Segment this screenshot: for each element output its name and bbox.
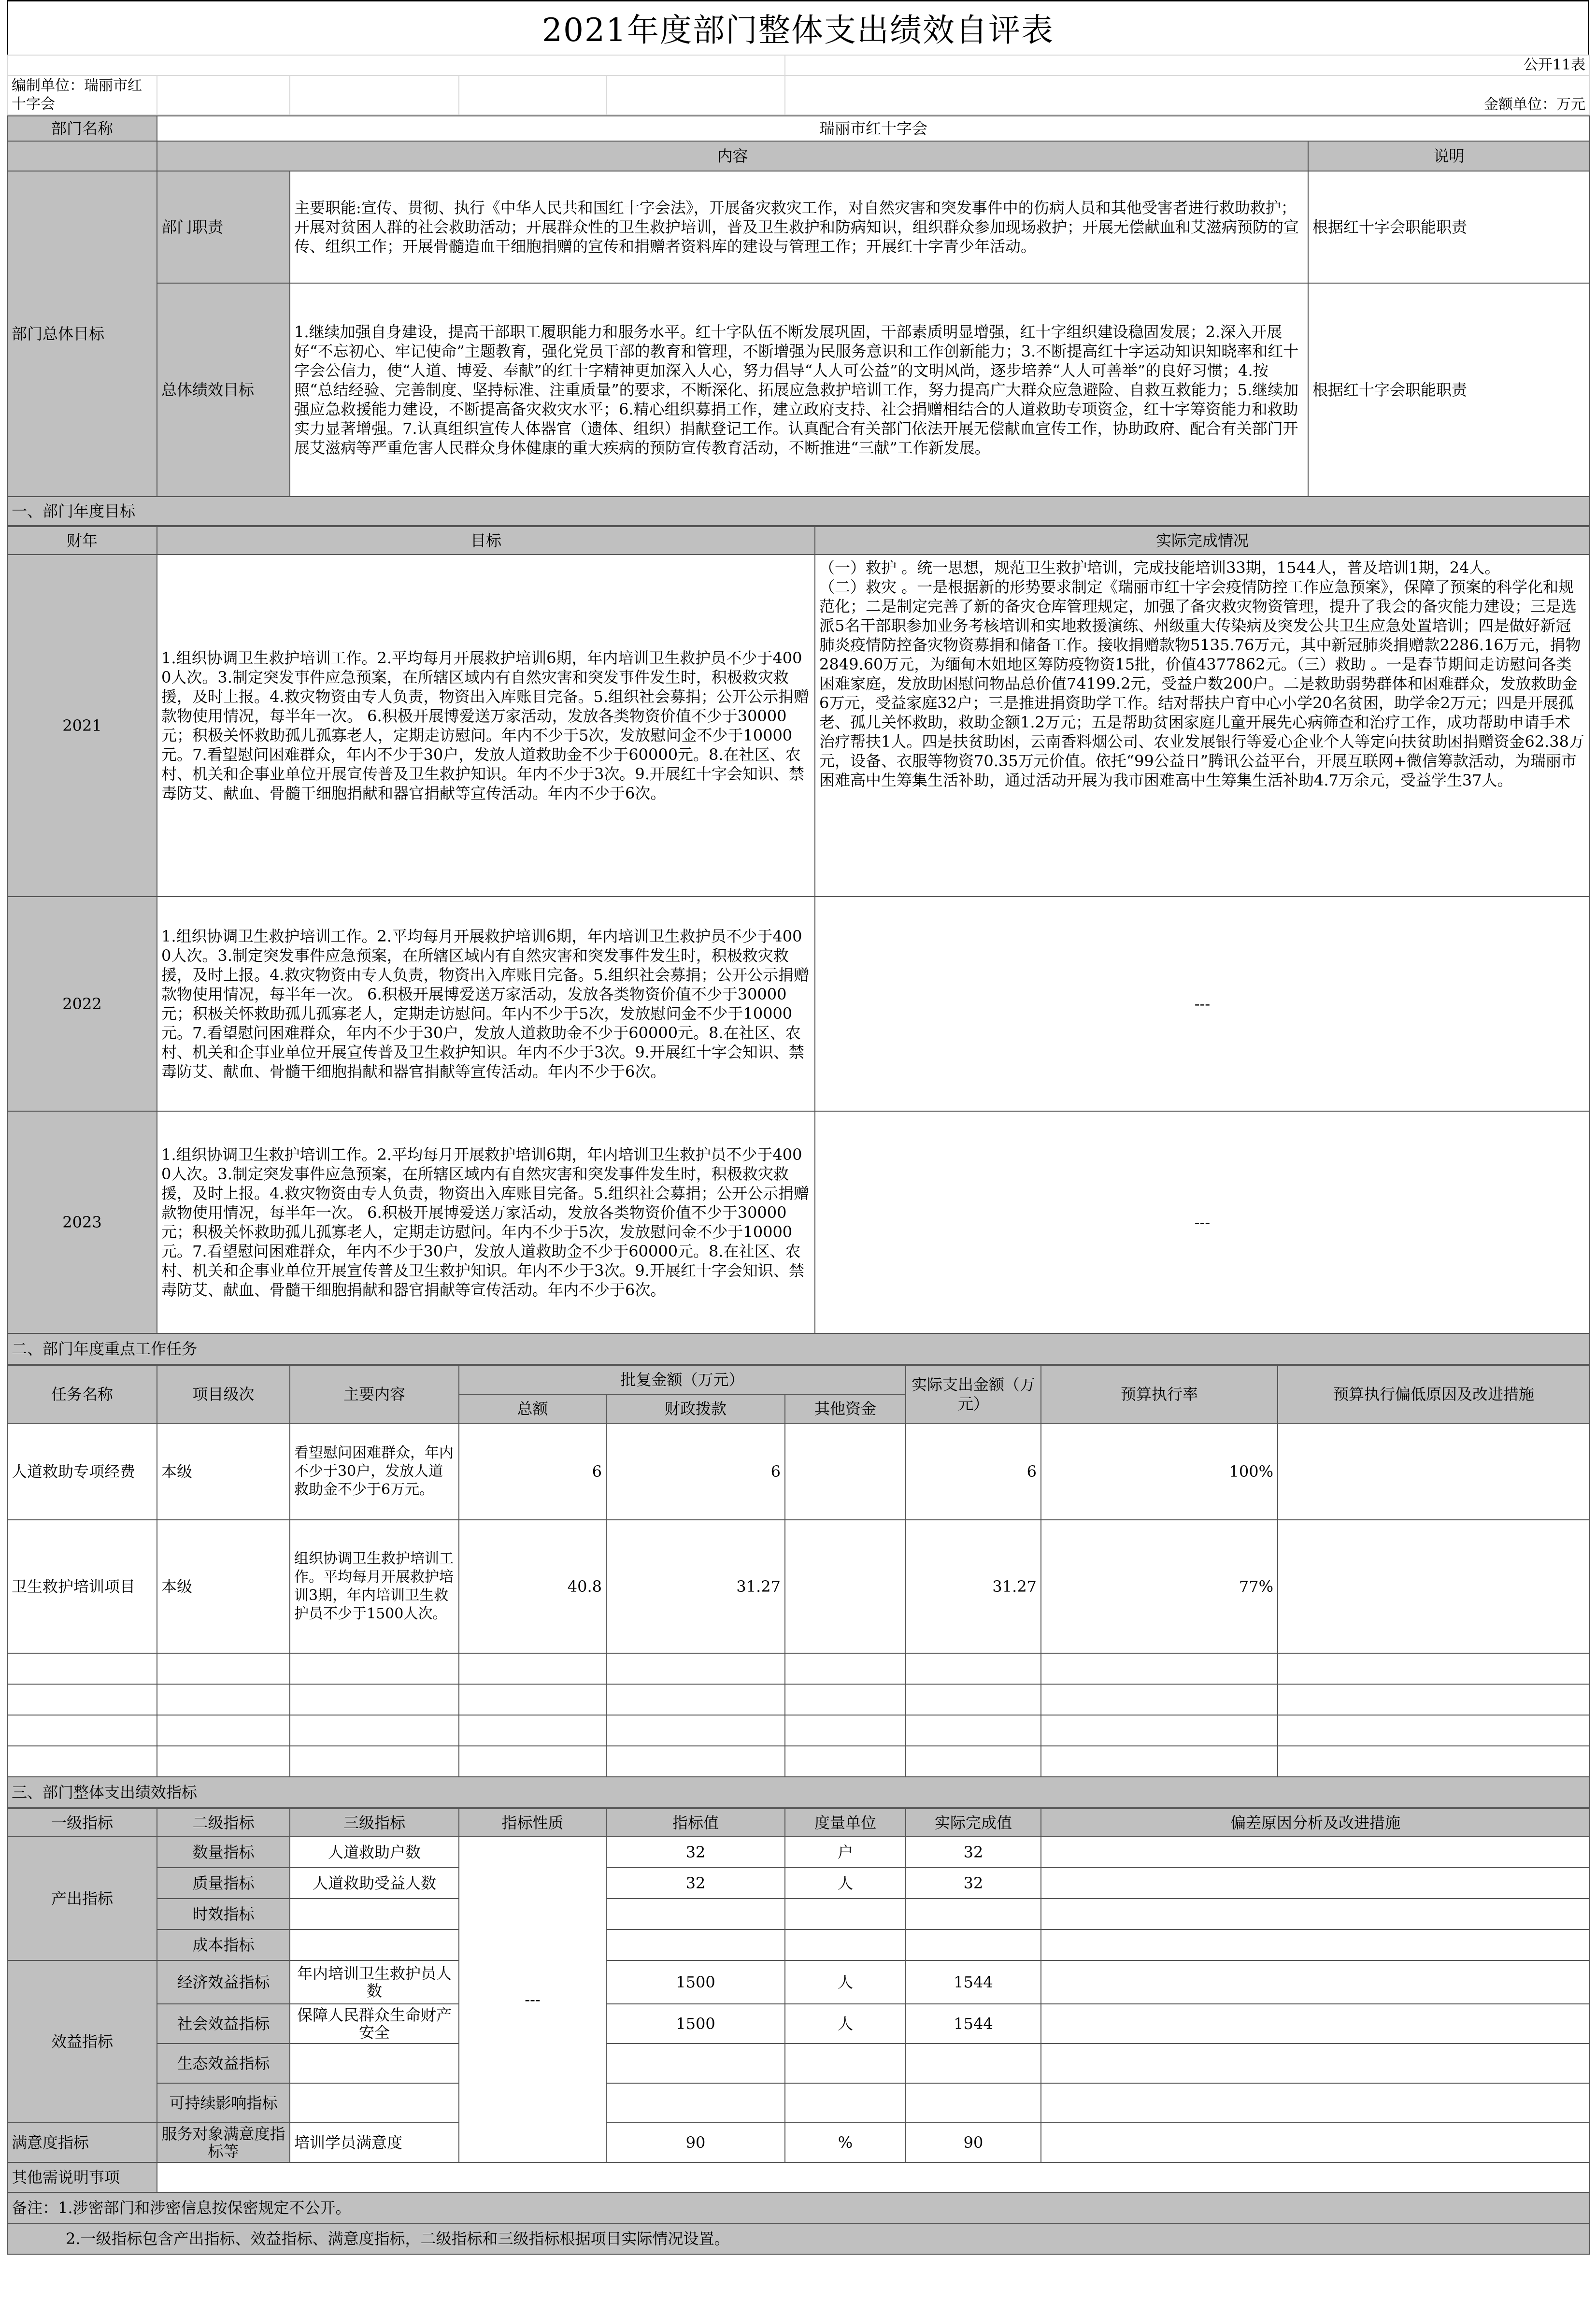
dept-name-value: 瑞丽市红十字会 (157, 116, 1590, 141)
task-fiscal: 31.27 (606, 1520, 785, 1653)
table-row (7, 2083, 1590, 2123)
task-name: 卫生救护培训项目 (7, 1520, 157, 1653)
table-row (7, 1520, 1590, 1653)
task-rate: 77% (1041, 1520, 1278, 1653)
value: 1500 (606, 2004, 785, 2044)
l3: 培训学员满意度 (290, 2123, 459, 2162)
nature-value: --- (459, 1837, 606, 2162)
col-deviation: 偏差原因分析及改进措施 (1041, 1809, 1590, 1837)
actual: 32 (906, 1868, 1041, 1899)
table-row (7, 1837, 1590, 1868)
l2: 可持续影响指标 (157, 2083, 290, 2123)
col-unit: 度量单位 (785, 1809, 906, 1837)
value: 90 (606, 2123, 785, 2162)
task-reason (1278, 1423, 1590, 1520)
duty-text: 主要职能:宣传、贯彻、执行《中华人民共和国红十字会法》，开展备灾救灾工作，对自然灾害和突发事件中的伤病人员和其他受害者进行救助救护；开展对贫困人群的社会救助活动；开展群众性的卫生救护培训，普及卫生救护和防病知识，组织群众参加现场救护；开展无偿献血和艾滋病预防的宣传、组织工作；开展骨髓造血干细胞捐赠的宣传和捐赠者资料库的建设与管理工作；开展红十字青少年活动。 (290, 171, 1308, 283)
col-nature: 指标性质 (459, 1809, 606, 1837)
col-content: 主要内容 (290, 1365, 459, 1423)
col-other: 其他资金 (785, 1394, 906, 1423)
actual-2022: --- (815, 897, 1590, 1111)
year-2023: 2023 (7, 1111, 157, 1333)
goal-2021: 1.组织协调卫生救护培训工作。2.平均每月开展救护培训6期，年内培训卫生救护员不少于4000人次。3.制定突发事件应急预案，在所辖区域内有自然灾害和突发事件发生时，积极救灾救援，及时上报。4.救灾物资由专人负责，物资出入库账目完备。5.组织社会募捐；公开公示捐赠款物使用情况，每半年一次。 6.积极开展博爱送万家活动，发放各类物资价值不少于30000元；积极关怀救助孤儿孤寡老人，定期走访慰问。年内不少于5次，发放慰问金不少于10000元。7.看望慰问困难群众，年内不少于30户，发放人道救助金不少于60000元。8.在社区、农村、机关和企事业单位开展宣传普及卫生救护知识。年内不少于3次。9.开展红十字会知识、禁毒防艾、献血、骨髓干细胞捐献和器官捐献等宣传活动。年内不少于6次。 (157, 555, 815, 897)
task-level: 本级 (157, 1423, 290, 1520)
l2: 数量指标 (157, 1837, 290, 1868)
l1-satisfaction: 满意度指标 (7, 2123, 157, 2162)
goal-text: 1.继续加强自身建设，提高干部职工履职能力和服务水平。红十字队伍不断发展巩固，干部素质明显增强，红十字组织建设稳固发展；2.深入开展好“不忘初心、牢记使命”主题教育，强化党员干部的教育和管理，不断增强为民服务意识和工作创新能力；3.不断提高红十字运动知识知晓率和红十字会公信力，使“人道、博爱、奉献”的红十字精神更加深入人心，努力倡导“人人可公益”的文明风尚，逐步培养“人人可善举”的良好习惯；4.按照“总结经验、完善制度、坚持标准、注重质量”的要求，不断深化、拓展应急救护培训工作，努力提高广大群众应急避险、自救互救能力；5.继续加强应急救援能力建设，不断提高备灾救灾水平；6.精心组织募捐工作，建立政府支持、社会捐赠相结合的人道救助专项资金，红十字筹资能力和救助实力显著增强。7.认真组织宣传人体器官（遗体、组织）捐献登记工作。认真配合有关部门依法开展无偿献血宣传工作，协助政府、配合有关部门开展艾滋病等严重危害人民群众身体健康的重大疾病的预防宣传教育活动，不断推进“三献”工作新发展。 (290, 283, 1308, 497)
value: 32 (606, 1837, 785, 1868)
l2: 时效指标 (157, 1899, 290, 1930)
empty-row (7, 1715, 1590, 1746)
duty-label: 部门职责 (157, 171, 290, 283)
task-content: 看望慰问困难群众，年内不少于30户，发放人道救助金不少于6万元。 (290, 1423, 459, 1520)
col-l3: 三级指标 (290, 1809, 459, 1837)
l2: 生态效益指标 (157, 2044, 290, 2083)
actual-2021: （一）救护 。统一思想，规范卫生救护培训，完成技能培训33期，1544人，普及培训1期，24人。 （二）救灾 。一是根据新的形势要求制定《瑞丽市红十字会疫情防控工作应急预案》，保障了预案的科学化和规范化；二是制定完善了新的备灾仓库管理规定，加强了备灾救灾物资管理，提升了我会的备灾能力建设；三是选派5名干部职参加业务考核培训和实地救援演练、州级重大传染病及突发公共卫生应急处置培训；四是做好新冠肺炎疫情防控备灾物资募捐和储备工作。接收捐赠款物5135.76万元，其中新冠肺炎捐赠款2286.16万元，捐物2849.60万元，为缅甸木姐地区筹防疫物资15批，价值4377862元。（三）救助 。一是春节期间走访慰问各类困难家庭，发放助困慰问物品总价值74199.2元，受益户数200户。二是救助弱势群体和困难群众，发放救助金6万元，受益家庭32户；三是推进捐资助学工作。结对帮扶户育中心小学20名贫困，助学金2万元；四是开展孤老、孤儿关怀救助，救助金额1.2万元；五是帮助贫困家庭儿童开展先心病筛查和治疗工作，成功帮助申请手术治疗帮扶1人。四是扶贫助困，云南香料烟公司、农业发展银行等爱心企业个人等定向扶贫助困捐赠资金62.38万元，设备、衣服等物资70.35万元价值。依托“99公益日”腾讯公益平台，开展互联网+微信筹款活动，为瑞丽市困难高中生筹集生活补助，通过活动开展为我市困难高中生筹集生活补助4.7万余元，受益学生37人。 (815, 555, 1590, 897)
actual: 32 (906, 1837, 1041, 1868)
value: 32 (606, 1868, 785, 1899)
col-fiscal-year: 财年 (7, 527, 157, 555)
value: 1500 (606, 1960, 785, 2004)
table-row (7, 1868, 1590, 1899)
department-table (7, 115, 1590, 526)
dept-name-label: 部门名称 (7, 116, 157, 141)
col-task: 任务名称 (7, 1365, 157, 1423)
section1-title: 一、部门年度目标 (7, 497, 1590, 526)
col-goal: 目标 (157, 527, 815, 555)
col-l2: 二级指标 (157, 1809, 290, 1837)
l1-benefit: 效益指标 (7, 1960, 157, 2123)
task-rate: 100% (1041, 1423, 1278, 1520)
col-actual: 实际完成情况 (815, 527, 1590, 555)
task-total: 40.8 (459, 1520, 606, 1653)
empty-row (7, 1653, 1590, 1684)
page-title: 2021年度部门整体支出绩效自评表 (7, 0, 1589, 55)
actual: 1544 (906, 1960, 1041, 2004)
l1-output: 产出指标 (7, 1837, 157, 1960)
l2: 质量指标 (157, 1868, 290, 1899)
year-2021: 2021 (7, 555, 157, 897)
col-level: 项目级次 (157, 1365, 290, 1423)
col-actual-value: 实际完成值 (906, 1809, 1041, 1837)
task-total: 6 (459, 1423, 606, 1520)
goal-2023: 1.组织协调卫生救护培训工作。2.平均每月开展救护培训6期，年内培训卫生救护员不少于4000人次。3.制定突发事件应急预案，在所辖区域内有自然灾害和突发事件发生时，积极救灾救援，及时上报。4.救灾物资由专人负责，物资出入库账目完备。5.组织社会募捐；公开公示捐赠款物使用情况，每半年一次。 6.积极开展博爱送万家活动，发放各类物资价值不少于30000元；积极关怀救助孤儿孤寡老人，定期走访慰问。年内不少于5次，发放慰问金不少于10000元。7.看望慰问困难群众，年内不少于30户，发放人道救助金不少于60000元。8.在社区、农村、机关和企事业单位开展宣传普及卫生救护知识。年内不少于3次。9.开展红十字会知识、禁毒防艾、献血、骨髓干细胞捐献和器官捐献等宣传活动。年内不少于6次。 (157, 1111, 815, 1333)
report-page (7, 0, 1589, 2255)
l2: 成本指标 (157, 1930, 290, 1960)
empty-row (7, 1746, 1590, 1777)
section3-title: 三、部门整体支出绩效指标 (7, 1777, 1590, 1808)
table-number: 公开11表 (785, 55, 1590, 75)
unit: 人 (785, 1960, 906, 2004)
indicators-table (7, 1808, 1590, 2255)
empty-row (7, 1684, 1590, 1715)
unit: 人 (785, 1868, 906, 1899)
l2: 服务对象满意度指标等 (157, 2123, 290, 2162)
content-header: 内容 (157, 141, 1308, 171)
col-fiscal: 财政拨款 (606, 1394, 785, 1423)
goal-note: 根据红十字会职能职责 (1308, 283, 1590, 497)
header-table (7, 55, 1590, 115)
l2: 经济效益指标 (157, 1960, 290, 2004)
col-total: 总额 (459, 1394, 606, 1423)
year-2022: 2022 (7, 897, 157, 1111)
task-actual: 6 (906, 1423, 1041, 1520)
l3: 年内培训卫生救护员人数 (290, 1960, 459, 2004)
col-rate: 预算执行率 (1041, 1365, 1278, 1423)
table-row (7, 1930, 1590, 1960)
unit: % (785, 2123, 906, 2162)
task-name: 人道救助专项经费 (7, 1423, 157, 1520)
task-reason (1278, 1520, 1590, 1653)
other-items-label: 其他需说明事项 (7, 2162, 157, 2192)
actual: 1544 (906, 2004, 1041, 2044)
task-fiscal: 6 (606, 1423, 785, 1520)
col-reason: 预算执行偏低原因及改进措施 (1278, 1365, 1590, 1423)
table-row (7, 2004, 1590, 2044)
task-other (785, 1423, 906, 1520)
table-row (7, 1960, 1590, 2004)
note-2: 2.一级指标包含产出指标、效益指标、满意度指标，二级指标和三级指标根据项目实际情况设置。 (7, 2223, 1590, 2254)
key-tasks-table (7, 1365, 1590, 1808)
col-l1: 一级指标 (7, 1809, 157, 1837)
overall-goal-label: 部门总体目标 (7, 171, 157, 497)
table-row (7, 1899, 1590, 1930)
task-content: 组织协调卫生救护培训工作。平均每月开展救护培训3期，年内培训卫生救护员不少于1500人次。 (290, 1520, 459, 1653)
task-actual: 31.27 (906, 1520, 1041, 1653)
table-row (7, 2123, 1590, 2162)
amount-unit: 金额单位：万元 (785, 75, 1590, 115)
l3: 保障人民群众生命财产安全 (290, 2004, 459, 2044)
section2-title: 二、部门年度重点工作任务 (7, 1333, 1590, 1364)
note-header: 说明 (1308, 141, 1590, 171)
goal-2022: 1.组织协调卫生救护培训工作。2.平均每月开展救护培训6期，年内培训卫生救护员不少于4000人次。3.制定突发事件应急预案，在所辖区域内有自然灾害和突发事件发生时，积极救灾救援，及时上报。4.救灾物资由专人负责，物资出入库账目完备。5.组织社会募捐；公开公示捐赠款物使用情况，每半年一次。 6.积极开展博爱送万家活动，发放各类物资价值不少于30000元；积极关怀救助孤儿孤寡老人，定期走访慰问。年内不少于5次，发放慰问金不少于10000元。7.看望慰问困难群众，年内不少于30户，发放人道救助金不少于60000元。8.在社区、农村、机关和企事业单位开展宣传普及卫生救护知识。年内不少于3次。9.开展红十字会知识、禁毒防艾、献血、骨髓干细胞捐献和器官捐献等宣传活动。年内不少于6次。 (157, 897, 815, 1111)
goal-label: 总体绩效目标 (157, 283, 290, 497)
task-other (785, 1520, 906, 1653)
unit: 户 (785, 1837, 906, 1868)
l3: 人道救助受益人数 (290, 1868, 459, 1899)
annual-goals-table (7, 526, 1590, 1365)
col-actual-spend: 实际支出金额（万元） (906, 1365, 1041, 1423)
compiling-unit: 编制单位：瑞丽市红十字会 (7, 75, 157, 115)
task-level: 本级 (157, 1520, 290, 1653)
col-approved: 批复金额（万元） (459, 1365, 906, 1394)
table-row (7, 1423, 1590, 1520)
table-row (7, 2044, 1590, 2083)
unit: 人 (785, 2004, 906, 2044)
l3: 人道救助户数 (290, 1837, 459, 1868)
l2: 社会效益指标 (157, 2004, 290, 2044)
note-1: 备注：1.涉密部门和涉密信息按保密规定不公开。 (7, 2192, 1590, 2223)
actual: 90 (906, 2123, 1041, 2162)
actual-2023: --- (815, 1111, 1590, 1333)
duty-note: 根据红十字会职能职责 (1308, 171, 1590, 283)
col-value: 指标值 (606, 1809, 785, 1837)
